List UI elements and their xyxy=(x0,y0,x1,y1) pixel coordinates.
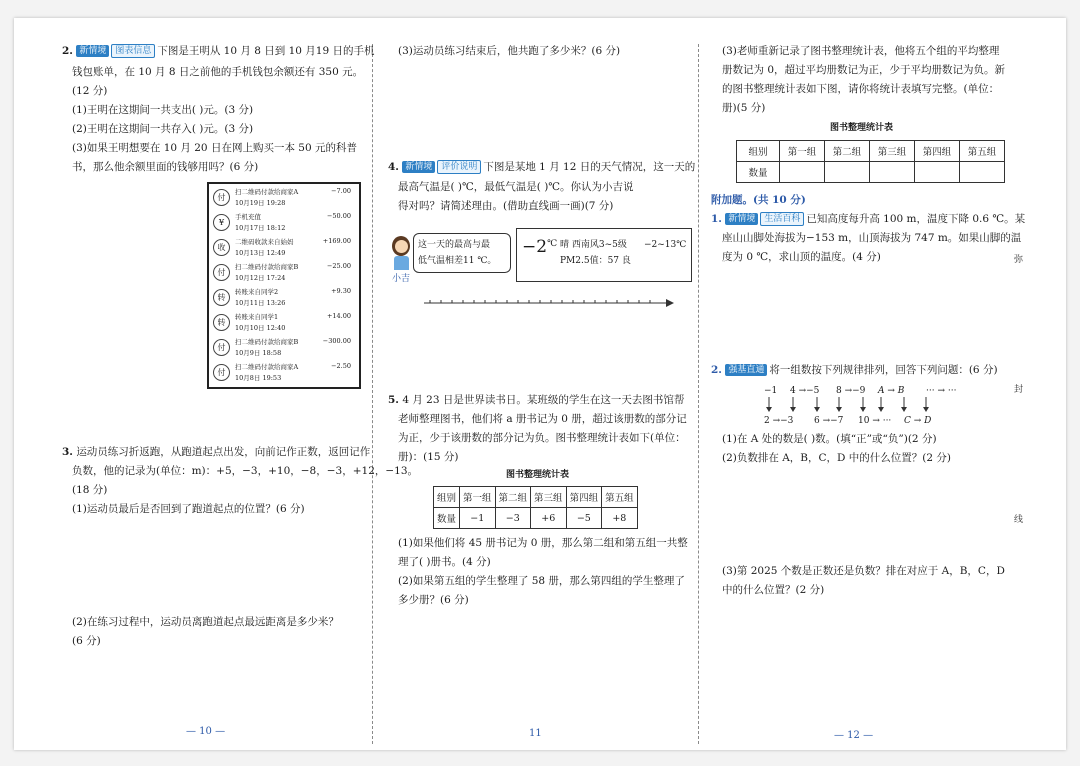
e2-sub1: (1)在 A 处的数是( )数。(填“正”或“负”)(2 分) xyxy=(722,433,937,445)
table-cell: 第三组 xyxy=(531,487,567,508)
seq-top-4: A → B xyxy=(878,386,905,396)
table-cell: +8 xyxy=(602,508,638,529)
q5-line3: 为正，少于该册数的部分记为负。图书整理统计表如下(单位： xyxy=(398,432,686,444)
seq-top-1: −1 xyxy=(764,386,778,396)
q2-tag-chart: 图表信息 xyxy=(111,44,155,58)
e2-sub2: (2)负数排在 A，B，C，D 中的什么位置？(2 分) xyxy=(722,452,952,464)
column-divider-right xyxy=(698,44,699,744)
seq-top-5: ··· → ··· xyxy=(926,386,957,396)
table-cell: −1 xyxy=(460,508,496,529)
q5-sub3-line1: (3)老师重新记录了图书整理统计表，他将五个组的平均整理 xyxy=(722,45,1000,57)
q2-line1: 2. 新情境 图表信息 下图是王明从 10 月 8 日到 10 月19 日的手机 xyxy=(62,45,375,57)
q5-line2: 老师整理图书，他们将 a 册书记为 0 册，超过该册数的部分记 xyxy=(398,413,687,425)
q2-sub3a: (3)如果王明想要在 10 月 20 日在网上购买一本 50 元的科普 xyxy=(72,142,357,154)
seq-bottom-4: C → D xyxy=(904,416,932,426)
table-cell: 组别 xyxy=(737,141,780,162)
weather-temp: −2℃ xyxy=(522,237,558,257)
table-cell: 第五组 xyxy=(960,141,1005,162)
q5-line4: 册)：(15 分) xyxy=(398,451,459,463)
q5-sub1b: 理了( )册书。(4 分) xyxy=(398,556,491,568)
seq-bottom-1: 2 →−3 xyxy=(764,416,794,426)
table-cell: −5 xyxy=(566,508,602,529)
table-cell: 数量 xyxy=(737,162,780,183)
q5-sub3-line3: 的图书整理统计表如下图，请你将统计表填写完整。(单位： xyxy=(722,83,1000,95)
recharge-icon: ¥ xyxy=(213,214,230,231)
q5-line1: 5. 4 月 23 日是世界读书日。某班级的学生在这一天去图书馆帮 xyxy=(388,394,685,406)
page-number-left: — 10 — xyxy=(186,726,226,737)
wallet-row: 收 二维码收款来自始妈 +169.00 10月13日 12:49 xyxy=(211,236,355,260)
table-row xyxy=(434,487,638,508)
seal-line-char: 线 xyxy=(1014,515,1024,525)
extra-heading: 附加题。(共 10 分) xyxy=(711,194,806,206)
weather-desc: 晴 西南风3~5级 xyxy=(560,240,627,250)
table-cell: 第一组 xyxy=(460,487,496,508)
table-cell: 数量 xyxy=(434,508,460,529)
q2-sub3b: 书，那么他余额里面的钱够用吗？(6 分) xyxy=(72,161,259,173)
bubble-line2: 低气温相差11 ℃。 xyxy=(418,256,497,266)
e1-tag-life: 生活百科 xyxy=(760,212,804,226)
answer-cell xyxy=(915,162,960,183)
q3-sub1: (1)运动员最后是否回到了跑道起点的位置？(6 分) xyxy=(72,503,305,515)
seq-top-2: 4 →−5 xyxy=(790,386,820,396)
number-line xyxy=(424,295,674,309)
seal-line-char: 封 xyxy=(1014,385,1024,395)
table-cell: 第四组 xyxy=(915,141,960,162)
table-cell: 第一组 xyxy=(780,141,825,162)
seal-line-char: 弥 xyxy=(1014,255,1024,265)
q3-line2: 负数，他的记录为(单位：m)：+5，−3，+10，−8，−3，+12，−13。 xyxy=(72,465,419,477)
q2-sub1: (1)王明在这期间一共支出( )元。(3 分) xyxy=(72,104,254,116)
bubble-line1: 这一天的最高与最 xyxy=(418,240,491,250)
q5-table-title: 图书整理统计表 xyxy=(506,470,570,480)
q3-sub2b: (6 分) xyxy=(72,635,101,647)
q5-sub2a: (2)如果第五组的学生整理了 58 册，那么第四组的学生整理了 xyxy=(398,575,685,587)
table-cell: 第二组 xyxy=(825,141,870,162)
sequence-arrows xyxy=(764,397,934,413)
receive-icon: 收 xyxy=(213,239,230,256)
e1-line3: 度为 0 ℃，求山顶的温度。(4 分) xyxy=(722,251,881,263)
table-cell: −3 xyxy=(495,508,531,529)
payment-icon: 付 xyxy=(213,264,230,281)
e2-sub3a: (3)第 2025 个数是正数还是负数？排在对应于 A，B，C，D xyxy=(722,565,1005,577)
page-number-right: — 12 — xyxy=(834,730,874,741)
avatar-icon: 转 xyxy=(213,314,230,331)
table-cell: +6 xyxy=(531,508,567,529)
q5-sub2b: 多少册？(6 分) xyxy=(398,594,469,606)
kid-name: 小吉 xyxy=(392,274,411,284)
seq-bottom-2: 6 →−7 xyxy=(814,416,844,426)
e1-tag-new: 新情境 xyxy=(725,213,758,225)
table-row xyxy=(737,141,1005,162)
e2-sub3b: 中的什么位置？(2 分) xyxy=(722,584,825,596)
wallet-bill xyxy=(207,182,361,389)
e1-line2: 座山山脚处海拔为−153 m，山顶海拔为 747 m。如果山脚的温 xyxy=(722,232,1022,244)
q3-line3: (18 分) xyxy=(72,484,108,496)
wallet-row: 付 扫二维码付款给商家A −2.50 10月8日 19:53 xyxy=(211,361,355,385)
q3-sub3: (3)运动员练习结束后，他共跑了多少米？(6 分) xyxy=(398,45,621,57)
answer-cell xyxy=(780,162,825,183)
wallet-row: 付 扫二维码付款给商家B −300.00 10月9日 18:58 xyxy=(211,336,355,360)
table-row xyxy=(434,508,638,529)
table-row xyxy=(737,162,1005,183)
q4-line3: 得对吗？请简述理由。(借助直线画一画)(7 分) xyxy=(398,200,614,212)
weather-pm: PM2.5值：57 良 xyxy=(560,256,631,266)
avatar-icon: 转 xyxy=(213,289,230,306)
book-stats-table xyxy=(433,486,638,529)
table-cell: 第五组 xyxy=(602,487,638,508)
payment-icon: 付 xyxy=(213,189,230,206)
q4-tag-eval: 评价说明 xyxy=(437,160,481,174)
seq-top-3: 8 →−9 xyxy=(836,386,866,396)
payment-icon: 付 xyxy=(213,364,230,381)
weather-range: −2~13℃ xyxy=(644,240,687,250)
e2-line1: 2. 强基直通 将一组数按下列规律排列，回答下列问题：(6 分) xyxy=(711,364,998,376)
q3-sub2a: (2)在练习过程中，运动员离跑道起点最远距离是多少米？ xyxy=(72,616,339,628)
table-cell: 第四组 xyxy=(566,487,602,508)
wallet-row: 转 转账来自同学2 +9.30 10月11日 13:26 xyxy=(211,286,355,310)
q2-line3: (12 分) xyxy=(72,85,108,97)
q5-sub3-table-title: 图书整理统计表 xyxy=(830,123,894,133)
q2-line2: 钱包账单，在 10 月 8 日之前他的手机钱包余额还有 350 元。 xyxy=(72,66,364,78)
table-cell: 第二组 xyxy=(495,487,531,508)
q2-tag-new: 新情境 xyxy=(76,45,109,57)
answer-cell xyxy=(960,162,1005,183)
q2-sub2: (2)王明在这期间一共存入( )元。(3 分) xyxy=(72,123,254,135)
e1-line1: 1. 新情境 生活百科 已知高度每升高 100 m，温度下降 0.6 ℃。某 xyxy=(711,213,1026,225)
q4-line1: 4. 新情境 评价说明 下图是某地 1 月 12 日的天气情况，这一天的 xyxy=(388,161,696,173)
seq-bottom-3: 10 → ··· xyxy=(858,416,892,426)
table-cell: 组别 xyxy=(434,487,460,508)
answer-cell xyxy=(870,162,915,183)
payment-icon: 付 xyxy=(213,339,230,356)
e2-tag: 强基直通 xyxy=(725,364,767,376)
wallet-row: ¥ 手机充值 −50.00 10月17日 18:12 xyxy=(211,211,355,235)
table-cell: 第三组 xyxy=(870,141,915,162)
q5-sub1a: (1)如果他们将 45 册书记为 0 册，那么第二组和第五组一共整 xyxy=(398,537,688,549)
q4-tag-new: 新情境 xyxy=(402,161,435,173)
worksheet-page xyxy=(14,18,1066,750)
q3-line1: 3. 运动员练习折返跑，从跑道起点出发，向前记作正数，返回记作 xyxy=(62,446,371,458)
wallet-row: 付 扫二维码付款给商家B −25.00 10月12日 17:24 xyxy=(211,261,355,285)
page-number-middle: 11 xyxy=(529,728,542,739)
q5-sub3-line4: 册)(5 分) xyxy=(722,102,766,114)
q5-sub3-line2: 册数记为 0，超过平均册数记为正，少于平均册数记为负。新 xyxy=(722,64,1006,76)
wallet-row: 付 扫二维码付款给商家A −7.00 10月19日 19:28 xyxy=(211,186,355,210)
column-divider-left xyxy=(372,44,373,744)
wallet-row: 转 转账来自同学1 +14.00 10月10日 12:40 xyxy=(211,311,355,335)
kid-body xyxy=(394,256,409,270)
book-stats-table-blank xyxy=(736,140,1005,183)
q4-line2: 最高气温是( )℃，最低气温是( )℃。你认为小吉说 xyxy=(398,181,634,193)
kid-face xyxy=(395,240,408,253)
answer-cell xyxy=(825,162,870,183)
